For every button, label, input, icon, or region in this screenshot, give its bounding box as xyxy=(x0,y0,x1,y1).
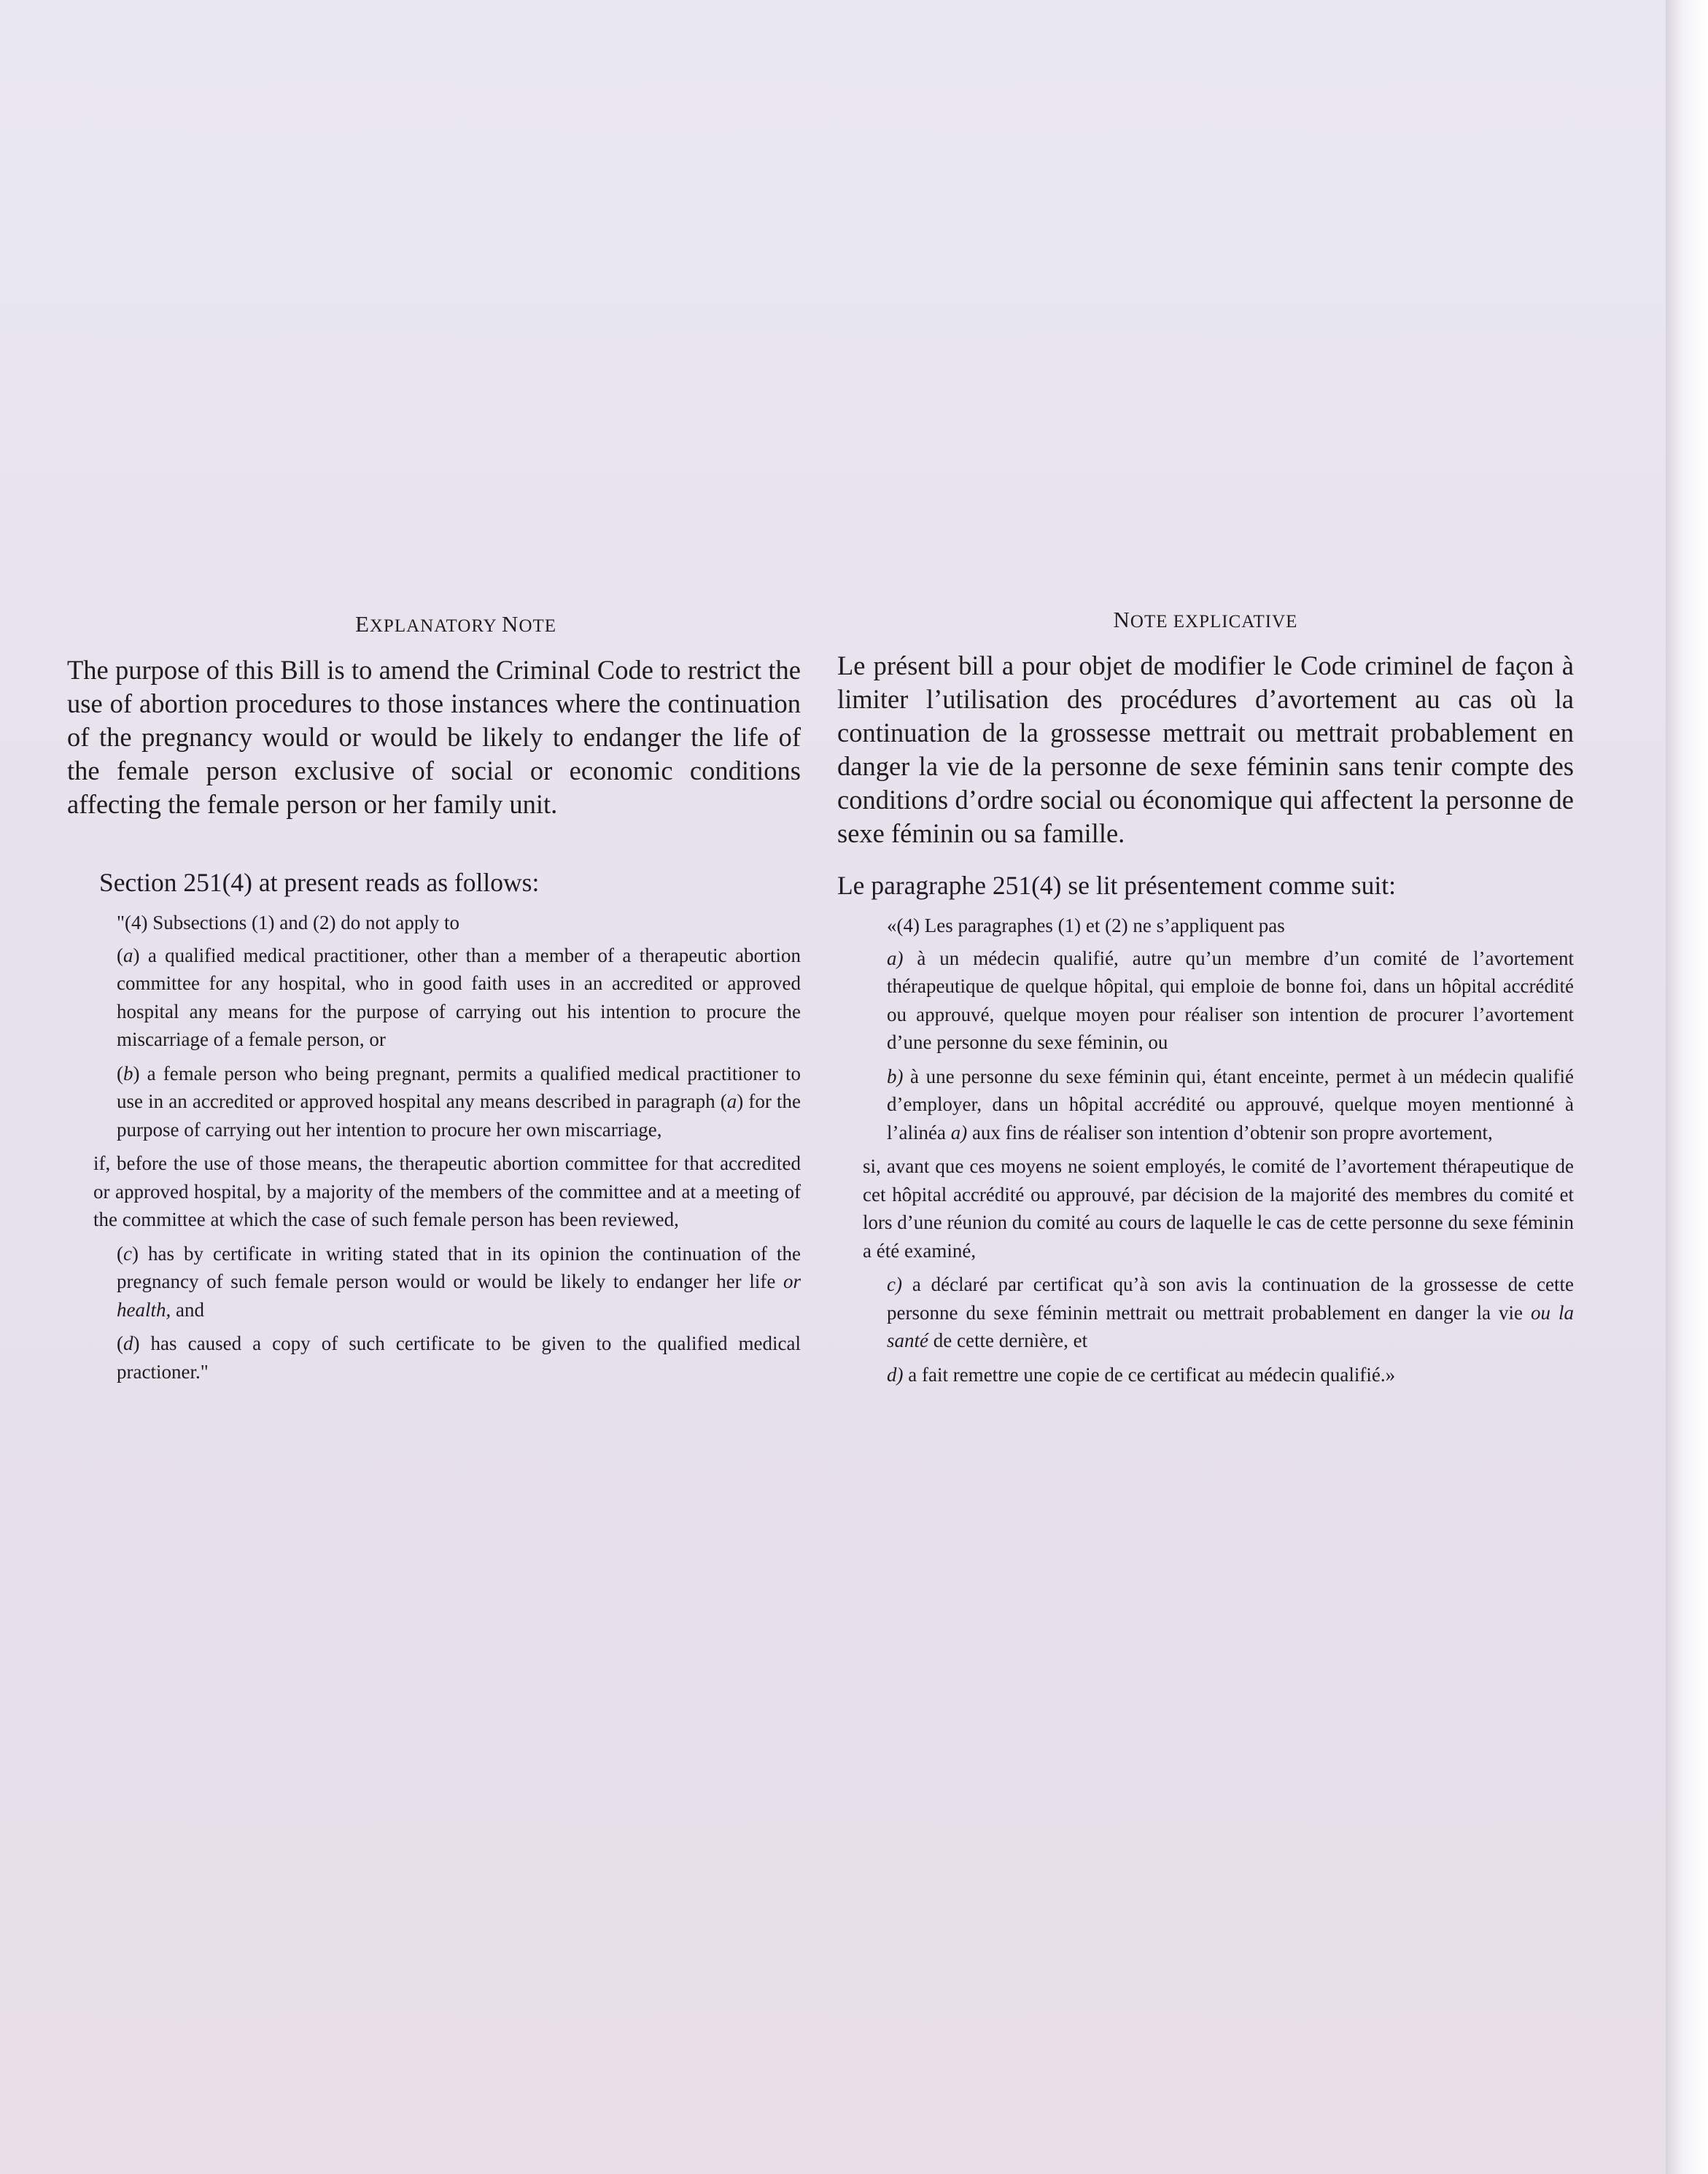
page-edge xyxy=(1666,0,1708,2174)
quote-lead: «(4) Les paragraphes (1) et (2) ne s’appliquent pas xyxy=(887,915,1285,936)
paragraphe-intro: Le paragraphe 251(4) se lit présentement comme suit: xyxy=(837,871,1396,900)
explanatory-note-heading: EXPLANATORY NOTE xyxy=(354,611,557,637)
clause-c: c) a déclaré par certificat qu’à son avis la continuation de la grossesse de cette personne du sexe féminin mettrait ou mettrait probablement en danger la vie ou la santé de cette dernière, et xyxy=(887,1273,1574,1351)
quoted-paragraph xyxy=(837,912,1574,1389)
quoted-section xyxy=(67,909,801,1386)
quote-lead: "(4) Subsections (1) and (2) do not apply to xyxy=(117,912,459,933)
flush-clause: if, before the use of those means, the therapeutic abortion committee for that accredited or approved hospital, by a majority of the members of the committee and at a meeting of the committee at which the case of such female person has been reviewed, xyxy=(93,1152,801,1230)
flush-clause: si, avant que ces moyens ne soient employés, le comité de l’avortement thérapeutique de cet hôpital accrédité ou approuvé, par décision de la majorité des membres du comité et lors d’une réunion du comité au cours de laquelle le cas de cette personne du sexe féminin a été examiné, xyxy=(863,1155,1574,1262)
clause-d: d) a fait remettre une copie de ce certificat au médecin qualifié.» xyxy=(887,1363,1396,1386)
section-intro: Section 251(4) at present reads as follows: xyxy=(99,868,540,897)
objet-paragraph: Le présent bill a pour objet de modifier le Code criminel de façon à limiter l’utilisation des procédures d’avortement au cas où la continuation de la grossesse mettrait ou mettrait probablement en danger la vie de la personne de sexe féminin sans tenir compte des conditions d’ordre social ou économique qui affectent la personne de sexe féminin ou sa famille. xyxy=(837,651,1574,848)
clause-c: (c) has by certificate in writing stated that in its opinion the continuation of the pregnancy of such female person would or would be likely to endanger her life or health, and xyxy=(117,1242,801,1321)
english-column xyxy=(67,611,801,1391)
clause-a: (a) a qualified medical practitioner, other than a member of a therapeutic abortion committee for any hospital, who in good faith uses in an accredited or approved hospital any means for the purpose of carrying out his intention to procure the miscarriage of a female person, or xyxy=(117,944,801,1050)
clause-b: (b) a female person who being pregnant, permits a qualified medical practitioner to use in an accredited or approved hospital any means described in paragraph (a) for the purpose of carrying out her intention to procure her own miscarriage, xyxy=(117,1062,801,1141)
clause-a: a) à un médecin qualifié, autre qu’un membre d’un comité de l’avortement thérapeutique de quelque hôpital, qui emploie de bonne foi, dans un hôpital accrédité ou approuvé, quelque moyen pour réaliser son intention de procurer l’avortement d’une personne du sexe féminin, ou xyxy=(887,947,1574,1053)
clause-d: (d) has caused a copy of such certificate to be given to the qualified medical practioner." xyxy=(117,1332,801,1383)
clause-b: b) à une personne du sexe féminin qui, étant enceinte, permet à un médecin qualifié d’employer, dans un hôpital accrédité ou approuvé, quelque moyen mentionné à l’alinéa a) aux fins de réaliser son intention d’obtenir son propre avortement, xyxy=(887,1065,1574,1144)
purpose-paragraph: The purpose of this Bill is to amend the Criminal Code to restrict the use of abortion procedures to those instances where the continuation of the pregnancy would or would be likely to endanger the life of the female person exclusive of social or economic conditions affecting the female person or her family unit. xyxy=(67,655,801,819)
french-column xyxy=(837,607,1574,1394)
note-explicative-heading: NOTE EXPLICATIVE xyxy=(1113,607,1298,632)
